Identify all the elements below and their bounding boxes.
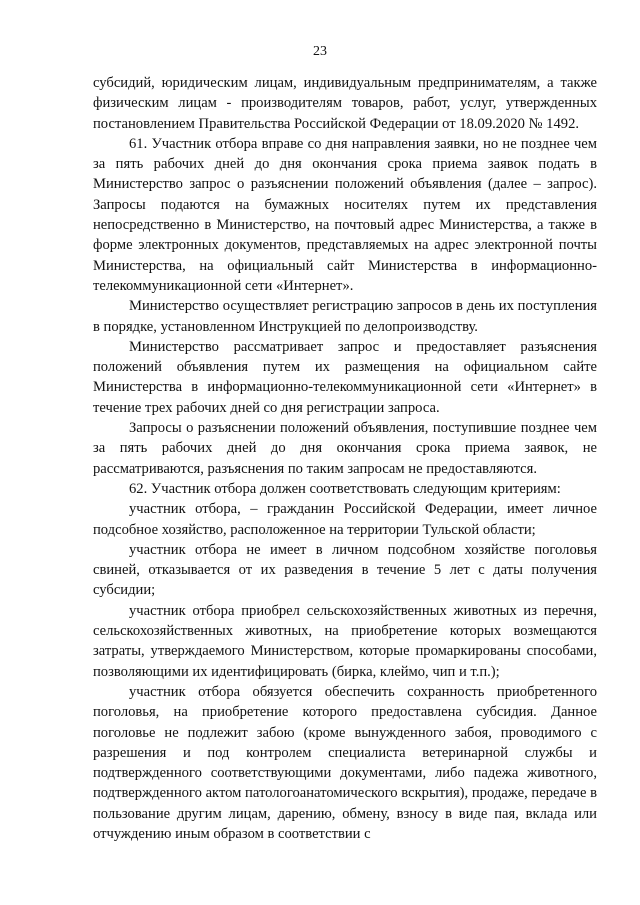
paragraph-registration: Министерство осуществляет регистрацию запросов в день их поступления в порядке, установленном Инструкцией по делопроизводству.: [93, 298, 597, 335]
document-body: [93, 73, 597, 844]
criterion-preserve-livestock: участник отбора обязуется обеспечить сохранность приобретенного поголовья, на приобретение которого предоставлена субсидия. Данное поголовье не подлежит забою (кроме вынужденного забоя, проводимого с разрешения и под контролем специалиста ветеринарной службы и подтвержденного соответствующими документами, либо падежа животного, подтвержденного актом патологоанатомического вскрытия), продаже, передаче в пользование другим лицам, дарению, обмену, взносу в виде пая, вклада или отчуждению иным образом в соответствии с: [93, 683, 597, 842]
paragraph-item-61: 61. Участник отбора вправе со дня направления заявки, но не позднее чем за пять рабочих дней до дня окончания срока приема заявок подать в Министерство запрос о разъяснении положений объявления (далее – запрос). Запросы подаются на бумажных носителях путем их представления непосредственно в Министерство, на почтовый адрес Министерства, а также в форме электронных документов, представляемых на адрес электронной почты Министерства, на официальный сайт Министерства в информационно-телекоммуникационной сети «Интернет».: [93, 135, 597, 294]
criterion-purchased-animals: участник отбора приобрел сельскохозяйственных животных из перечня, сельскохозяйственных животных, на приобретение которых возмещаются затраты, утверждаемого Министерством, которые промаркированы способами, позволяющими их идентифицировать (бирка, клеймо, чип и т.п.);: [93, 602, 597, 680]
paragraph-review: Министерство рассматривает запрос и предоставляет разъяснения положений объявления путем их размещения на официальном сайте Министерства в информационно-телекоммуникационной сети «Интернет» в течение трех рабочих дней со дня регистрации запроса.: [93, 338, 597, 416]
page-number: 23: [313, 44, 327, 59]
paragraph-late-requests: Запросы о разъяснении положений объявления, поступившие позднее чем за пять рабочих дней до дня окончания срока приема заявок, не рассматриваются, разъяснения по таким запросам не предоставляются.: [93, 420, 597, 477]
criterion-no-pigs: участник отбора не имеет в личном подсобном хозяйстве поголовья свиней, отказывается от их разведения в течение 5 лет с даты получения субсидии;: [93, 541, 597, 599]
paragraph-item-62: 62. Участник отбора должен соответствовать следующим критериям:: [129, 480, 561, 497]
paragraph-continuation: субсидий, юридическим лицам, индивидуальным предпринимателям, а также физическим лицам - производителям товаров, работ, услуг, утвержденных постановлением Правительства Российской Федерации от 18.09.2020 № 1492.: [93, 75, 597, 132]
criterion-citizen: участник отбора, – гражданин Российской Федерации, имеет личное подсобное хозяйство, расположенное на территории Тульской области;: [93, 501, 597, 538]
